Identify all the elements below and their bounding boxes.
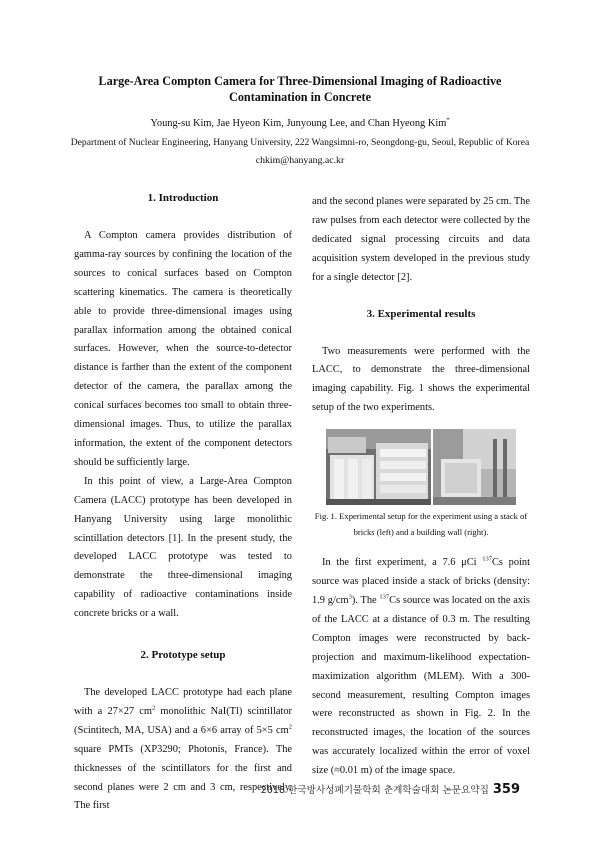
page-number: 359 [492,782,520,797]
results-paragraph-2 [312,554,530,781]
authors-text: Young-su Kim, Jae Hyeon Kim, Junyoung Lee, and Chan Hyeong Kim [150,118,447,129]
superscript: 137 [379,593,390,601]
figure-1 [326,429,516,505]
prototype-text-b: monolithic NaI(Tl) scintillator (Scintitech, MA, USA) and a 6×6 array of 5×5 cm [74,705,292,736]
prototype-paragraph-1 [74,684,292,816]
contact-email: chkim@hanyang.ac.kr [255,155,345,166]
photo-brick-stack [326,429,431,505]
right-column [312,193,530,781]
section-heading-prototype: 2. Prototype setup [140,649,226,662]
author-list [0,118,600,129]
photo-building-wall [433,429,516,505]
page-footer [261,782,520,797]
intro-paragraph-1: A Compton camera provides distribution of gamma-ray sources by confining the location of the sources to conical surfaces based on Compton scattering kinematics. The camera is theoretically able to provide three-dimensional images using parallax information among the obtained conical surfaces. However, when the source-to-detector distance is farther than the extent of the component detector of the camera, the parallax among the conical surfaces becomes too small to obtain three-dimensional images. Thus, to utilize the parallax information, the extent of the component detectors should be sufficiently large. [74,230,292,468]
results-text-c: ). The [351,594,380,606]
superscript: 2 [151,704,156,712]
superscript: 3 [348,593,352,601]
superscript: 137 [482,555,492,563]
paper-title [60,73,540,105]
left-column [74,189,292,816]
title-line-2: Contamination in Concrete [229,90,371,104]
corresponding-author-mark: * [446,116,450,124]
prototype-text-c: square PMTs (XP3290; Photonis, France). The thicknesses of the scintillators for the first and second planes were 2 cm and 3 cm, respectively. The first [74,743,292,812]
figure-1-caption: Fig. 1. Experimental setup for the experiment using a stack of bricks (left) and a building wall (right). [314,511,528,538]
prototype-text-a: The developed LACC prototype had each plane with a 27×27 cm [74,687,292,717]
section-heading-introduction: 1. Introduction [147,192,219,204]
conference-name: 2018 한국방사성폐기물학회 춘계학술대회 논문요약집 [260,785,489,796]
results-text-a: In the first experiment, a 7.6 μCi [322,557,483,569]
intro-paragraph-2: In this point of view, a Large-Area Compton Camera (LACC) prototype has been developed in Hanyang University using large monolithic scintillation detectors [1]. In the present study, the developed LACC prototype was tested to demonstrate the three-dimensional imaging capability of radioactive contaminations inside concrete bricks or a wall. [74,475,292,620]
affiliation: Department of Nuclear Engineering, Hanyang University, 222 Wangsimni-ro, Seongdong-gu, Seoul, Republic of Korea [70,137,530,148]
results-paragraph-1: Two measurements were performed with the LACC, to demonstrate the three-dimensional imaging capability. Fig. 1 shows the experimental setup of the two experiments. [312,345,530,414]
section-heading-results: 3. Experimental results [366,307,476,320]
title-line-1: Large-Area Compton Camera for Three-Dimensional Imaging of Radioactive [98,74,502,88]
results-text-b: Cs point source was placed inside a stack of bricks (density: 1.9 g/cm [312,557,530,606]
superscript: 2 [288,723,292,731]
results-text-d: Cs source was located on the axis of the LACC at a distance of 0.3 m. The resulting Compton images were reconstructed by back-projection and maximum-likelihood expectation-maximization algorithm (MLEM). With a 300-second measurement, resulting Compton images were reconstructed as shown in Fig. 2. In the reconstructed images, the location of the sources was accurately localized within the error of voxel size (≈0.01 m) of the image space. [312,594,530,777]
prototype-paragraph-continued: and the second planes were separated by 25 cm. The raw pulses from each detector were collected by the dedicated signal processing circuits and data acquisition system developed in the previous study for a single detector [2]. [312,196,530,283]
